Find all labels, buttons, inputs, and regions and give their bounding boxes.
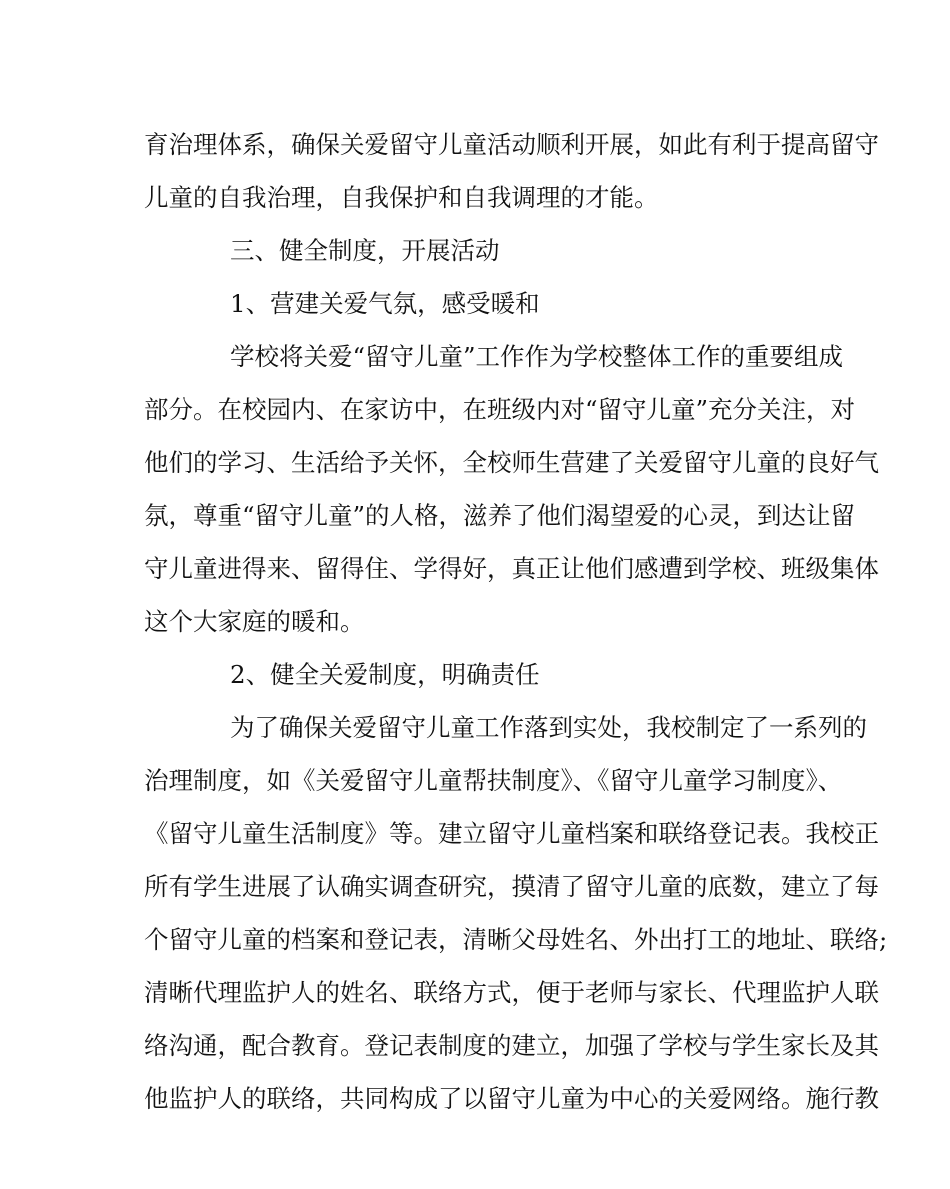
paragraph-line: 《留守儿童生活制度》等。建立留守儿童档案和联络登记表。我校正 — [144, 819, 879, 848]
paragraph-line: 氛，尊重“留守儿童”的人格，滋养了他们渴望爱的心灵，到达让留 — [144, 501, 856, 530]
subsection-heading: 1、营建关爱气氛，感受暖和 — [230, 289, 540, 318]
paragraph-line: 个留守儿童的档案和登记表，清晰父母姓名、外出打工的地址、联络; — [144, 925, 888, 954]
section-heading: 三、健全制度，开展活动 — [230, 236, 500, 265]
paragraph-line: 儿童的自我治理，自我保护和自我调理的才能。 — [144, 183, 659, 212]
paragraph-line: 所有学生进展了认确实调查研究，摸清了留守儿童的底数，建立了每 — [144, 872, 879, 901]
paragraph-line: 守儿童进得来、留得住、学得好，真正让他们感遭到学校、班级集体 — [144, 554, 879, 583]
paragraph-line: 络沟通，配合教育。登记表制度的建立，加强了学校与学生家长及其 — [144, 1031, 879, 1060]
paragraph-line: 学校将关爱“留守儿童”工作作为学校整体工作的重要组成 — [230, 342, 844, 371]
paragraph-line: 育治理体系，确保关爱留守儿童活动顺利开展，如此有利于提高留守 — [144, 130, 879, 159]
paragraph-line: 他们的学习、生活给予关怀，全校师生营建了关爱留守儿童的良好气 — [144, 448, 879, 477]
paragraph-line: 治理制度，如《关爱留守儿童帮扶制度》、《留守儿童学习制度》、 — [144, 766, 843, 795]
paragraph-line: 部分。在校园内、在家访中，在班级内对“留守儿童”充分关注，对 — [144, 395, 856, 424]
subsection-heading: 2、健全关爱制度，明确责任 — [230, 660, 540, 689]
paragraph-line: 清晰代理监护人的姓名、联络方式，便于老师与家长、代理监护人联 — [144, 978, 879, 1007]
paragraph-line: 为了确保关爱留守儿童工作落到实处，我校制定了一系列的 — [230, 713, 867, 742]
paragraph-line: 这个大家庭的暖和。 — [144, 607, 365, 636]
paragraph-line: 他监护人的联络，共同构成了以留守儿童为中心的关爱网络。施行教 — [144, 1084, 879, 1113]
